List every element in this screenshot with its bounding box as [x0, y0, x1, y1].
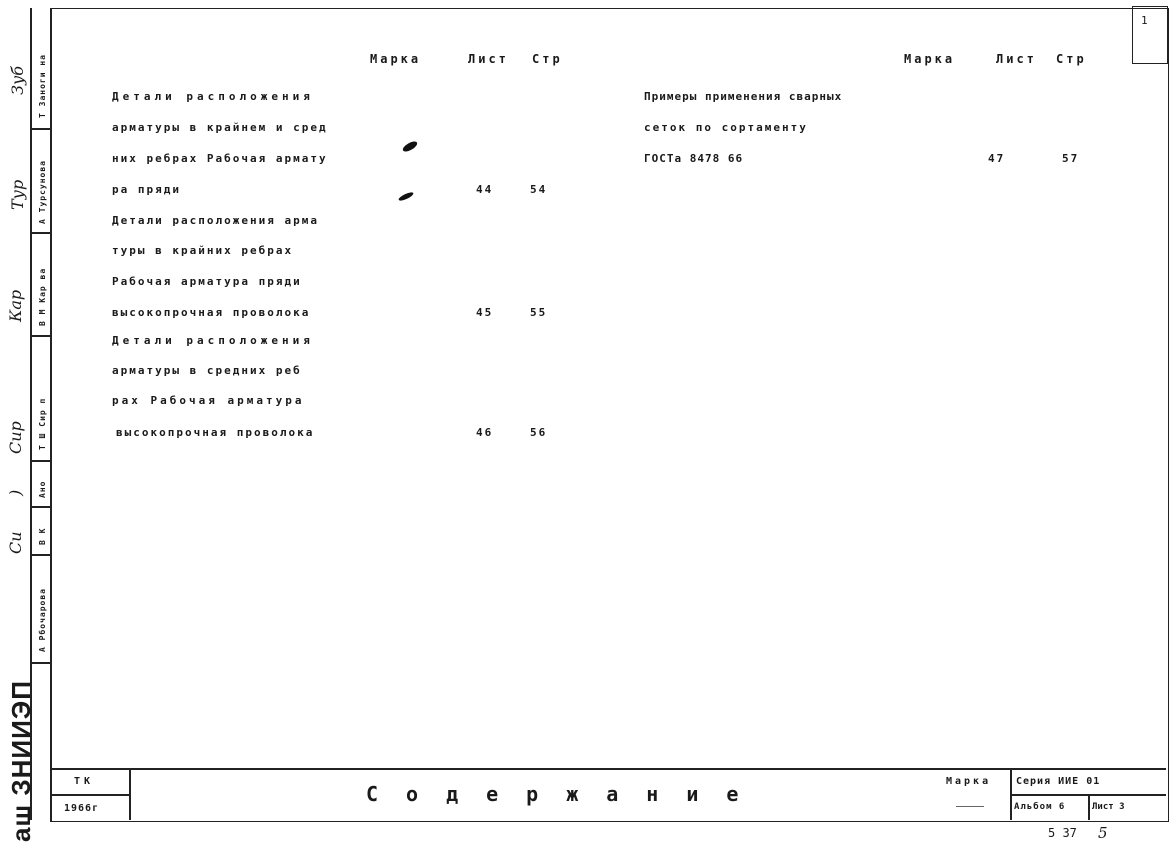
org-name: аш ЗНИИЭП — [6, 680, 36, 842]
stamp-marka: Марка — [946, 776, 992, 787]
bottom-number-a: 5 37 — [1048, 826, 1077, 840]
side-label-vk: В К — [38, 527, 47, 545]
side-label-shir: Т Ш Сир п — [38, 397, 47, 450]
content-line: сеток по сортаменту — [644, 121, 808, 134]
stamp-album: Альбом 6 — [1014, 802, 1066, 812]
margin-divider — [30, 232, 50, 234]
sheet-number: 1 — [1141, 14, 1148, 27]
stamp-seria: Серия ИИЕ 01 — [1016, 776, 1101, 787]
margin-divider — [30, 460, 50, 462]
bottom-number-b: 5 — [1098, 824, 1108, 842]
header-marka-right: Марка — [904, 52, 956, 66]
side-label-kar: В М Кар ва — [38, 267, 47, 326]
signature-mark: Кар — [6, 289, 25, 322]
side-label-kurs: А Турсунова — [38, 160, 47, 224]
content-line: Детали расположения — [112, 334, 314, 347]
stamp-top-line — [50, 768, 1166, 770]
stamp-dash — [956, 806, 984, 807]
list-number: 47 — [988, 152, 1006, 165]
content-line: Примеры применения сварных — [644, 90, 843, 103]
signature-mark: Зуб — [8, 65, 27, 95]
margin-divider — [30, 662, 50, 664]
content-line: Детали расположения арма — [112, 214, 319, 227]
content-line: высокопрочная проволока — [112, 306, 311, 319]
content-line: арматуры в средних реб — [112, 364, 302, 377]
list-number: 45 — [476, 306, 494, 319]
signature-mark: Си — [6, 531, 25, 554]
list-number: 46 — [476, 426, 494, 439]
content-line: туры в крайних ребрах — [112, 244, 294, 257]
signature-mark: Сир — [6, 421, 25, 454]
header-str-left: Стр — [532, 52, 563, 66]
page-number: 57 — [1062, 152, 1080, 165]
stamp-mid-line-left — [50, 794, 130, 796]
page-number: 54 — [530, 183, 548, 196]
margin-divider — [30, 335, 50, 337]
header-str-right: Стр — [1056, 52, 1087, 66]
page-number: 55 — [530, 306, 548, 319]
margin-divider — [30, 506, 50, 508]
list-number: 44 — [476, 183, 494, 196]
content-line: Детали расположения — [112, 90, 314, 103]
stamp-year: 1966г — [64, 803, 100, 814]
header-marka-left: Марка — [370, 52, 422, 66]
header-list-right: Лист — [996, 52, 1037, 66]
margin-divider — [30, 128, 50, 130]
content-line: ра пряди — [112, 183, 181, 196]
header-list-left: Лист — [468, 52, 509, 66]
content-line: высокопрочная проволока — [116, 426, 315, 439]
stamp-vline — [129, 768, 131, 820]
stamp-list: Лист 3 — [1092, 802, 1125, 812]
stamp-vline — [1088, 794, 1090, 820]
side-label-zav: Т Заноги на — [38, 54, 47, 118]
side-label-ano: Ано — [38, 480, 47, 498]
content-line: ГОСТа 8478 66 — [644, 152, 744, 165]
content-line: них ребрах Рабочая армату — [112, 152, 328, 165]
document-title: Содержание — [366, 782, 767, 806]
signature-mark: ) — [6, 489, 25, 496]
stamp-tk: ТК — [74, 776, 95, 787]
sheet-number-box — [1132, 6, 1168, 64]
margin-divider — [30, 554, 50, 556]
signature-mark: Тур — [8, 179, 27, 210]
content-line: арматуры в крайнем и сред — [112, 121, 328, 134]
page-number: 56 — [530, 426, 548, 439]
content-line: рах Рабочая арматура — [112, 394, 305, 407]
side-label-rab: А Рбочарова — [38, 588, 47, 652]
content-line: Рабочая арматура пряди — [112, 275, 302, 288]
